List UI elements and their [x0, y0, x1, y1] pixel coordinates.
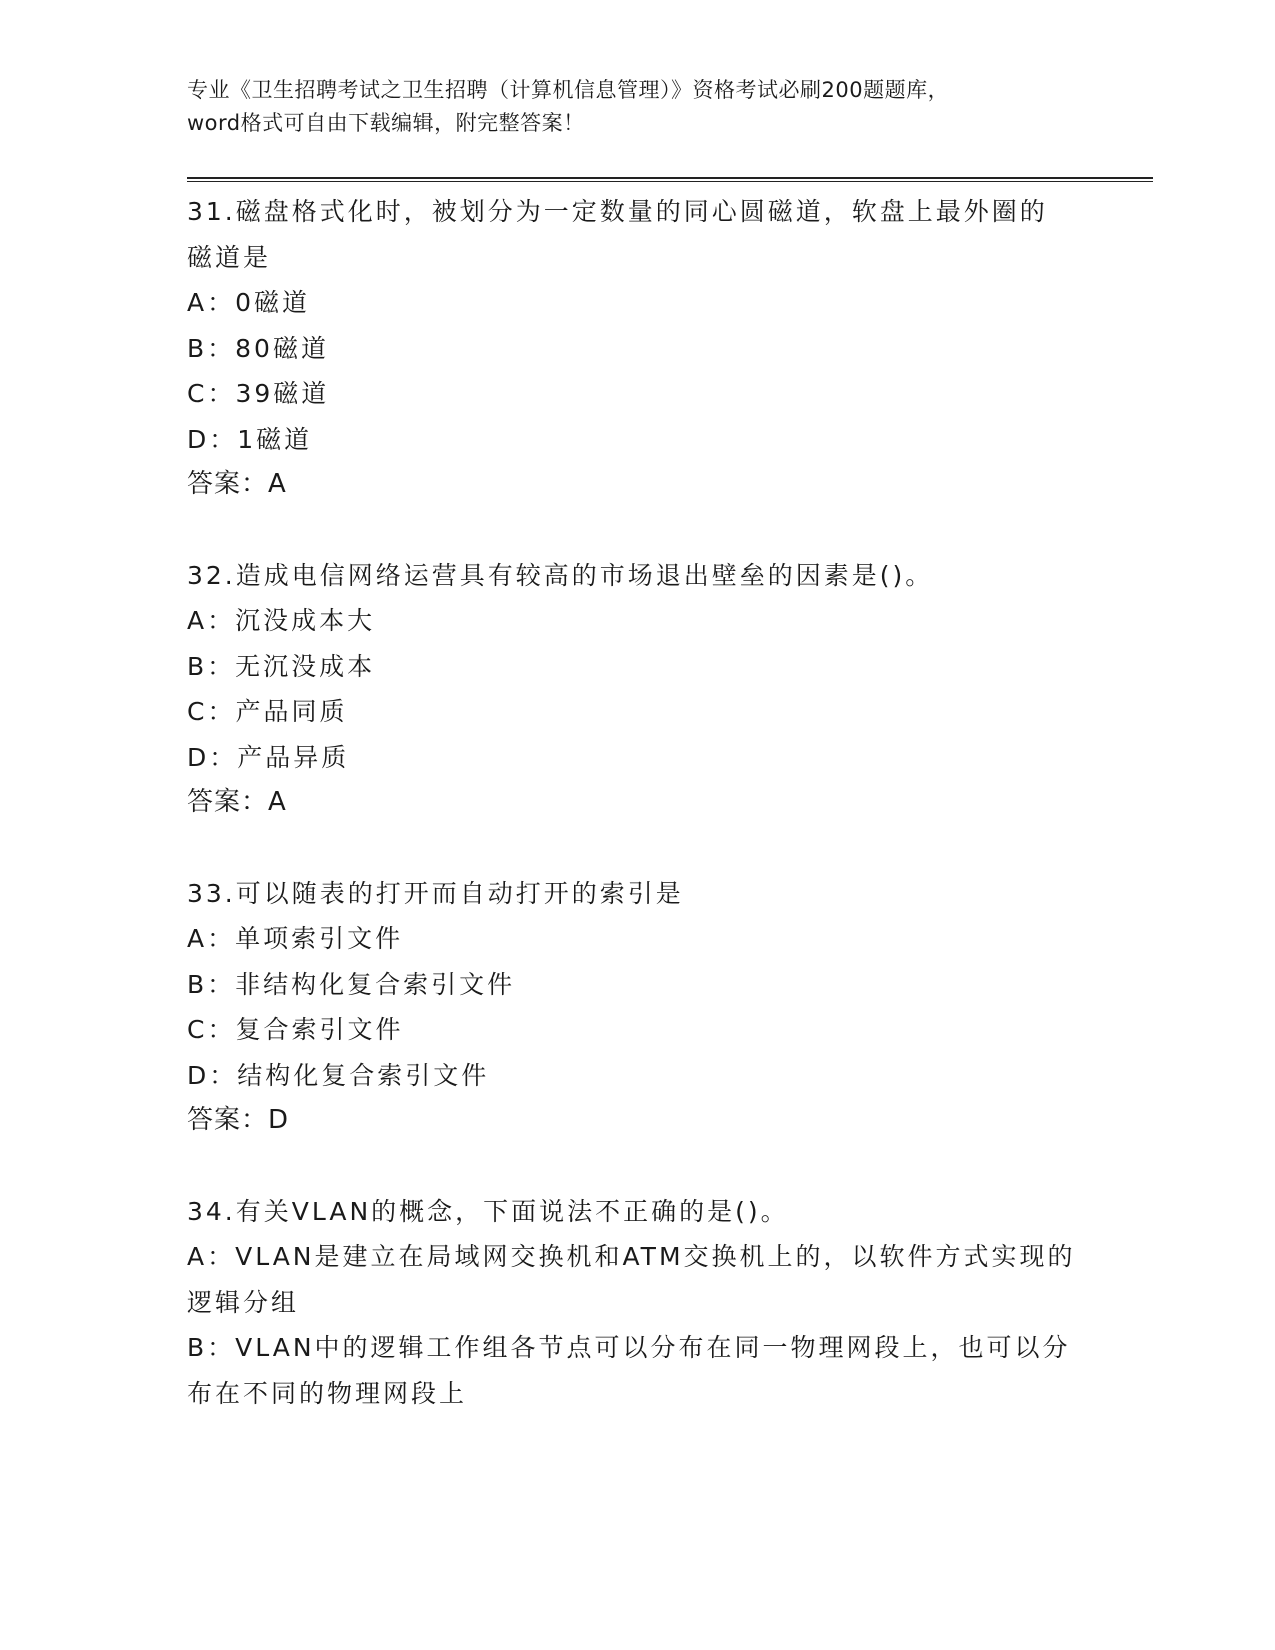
question-stem: 33.可以随表的打开而自动打开的索引是 [187, 878, 684, 908]
document-header [187, 74, 1087, 140]
header-title-line-2: word格式可自由下载编辑，附完整答案！ [187, 111, 585, 135]
option-d: D：1磁道 [187, 424, 313, 454]
option-a: A：0磁道 [187, 288, 311, 317]
answer-line: 答案：A [187, 469, 287, 499]
option-a: A：单项索引文件 [187, 924, 404, 953]
question-stem-continued: 磁道是 [187, 242, 272, 272]
option-b: B：无沉没成本 [187, 651, 376, 681]
option-c: C：产品同质 [187, 697, 348, 726]
option-d: D：产品异质 [187, 742, 350, 772]
answer-line: 答案：D [187, 1105, 290, 1135]
option-b-continued: 布在不同的物理网段上 [187, 1378, 468, 1408]
header-title-line-1: 专业《卫生招聘考试之卫生招聘（计算机信息管理）》资格考试必刷200题题库， [187, 78, 950, 102]
option-a-continued: 逻辑分组 [187, 1287, 300, 1317]
question-stem: 31.磁盘格式化时，被划分为一定数量的同心圆磁道，软盘上最外圈的 [187, 197, 1048, 226]
answer-line: 答案：A [187, 787, 287, 817]
option-d: D：结构化复合索引文件 [187, 1060, 490, 1090]
option-b: B：VLAN中的逻辑工作组各节点可以分布在同一物理网段上，也可以分 [187, 1333, 1071, 1362]
header-divider-thick [187, 177, 1153, 179]
question-list [187, 189, 1087, 1461]
question-33 [187, 871, 1087, 1144]
option-a: A：沉没成本大 [187, 606, 376, 635]
option-c: C：39磁道 [187, 379, 330, 408]
option-b: B：非结构化复合索引文件 [187, 969, 516, 999]
header-divider-thin [187, 181, 1153, 182]
question-stem: 34.有关VLAN的概念，下面说法不正确的是()。 [187, 1196, 789, 1226]
question-31 [187, 189, 1087, 508]
question-stem: 32.造成电信网络运营具有较高的市场退出壁垒的因素是()。 [187, 560, 934, 590]
option-a: A：VLAN是建立在局域网交换机和ATM交换机上的，以软件方式实现的 [187, 1242, 1076, 1271]
question-32 [187, 553, 1087, 826]
option-c: C：复合索引文件 [187, 1015, 404, 1044]
option-b: B：80磁道 [187, 333, 329, 363]
question-34 [187, 1189, 1087, 1417]
